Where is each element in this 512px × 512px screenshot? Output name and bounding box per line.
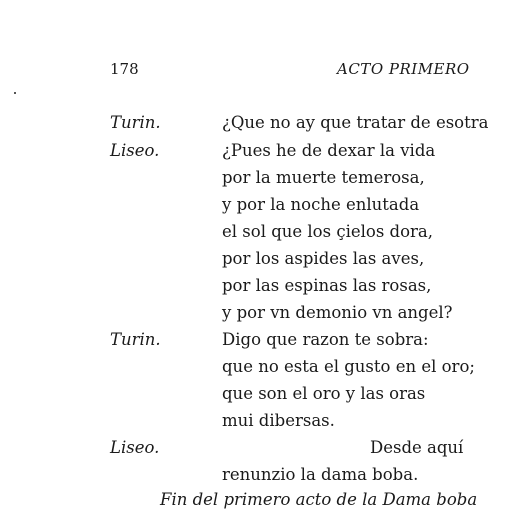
speaker-liseo: Liseo. <box>110 438 160 457</box>
verse-line: que son el oro y las oras <box>222 384 426 403</box>
margin-speck <box>14 92 16 94</box>
running-title: ACTO PRIMERO <box>337 60 470 78</box>
page-number: 178 <box>110 60 139 78</box>
verse-line: y por la noche enlutada <box>222 195 420 214</box>
verse-line: el sol que los çielos dora, <box>222 222 434 241</box>
verse-line: ¿Pues he de dexar la vida <box>222 141 436 160</box>
speaker-liseo: Liseo. <box>110 141 160 160</box>
verse-line: por los aspides las aves, <box>222 249 425 268</box>
verse-line: por las espinas las rosas, <box>222 276 432 295</box>
verse-line: Digo que razon te sobra: <box>222 330 429 349</box>
speaker-turin: Turin. <box>110 330 161 349</box>
verse-line: renunzio la dama boba. <box>222 465 419 484</box>
verse-line: Desde aquí <box>370 438 464 457</box>
verse-line: mui dibersas. <box>222 411 335 430</box>
act-closing-line: Fin del primero acto de la Dama boba <box>160 490 478 509</box>
verse-line: y por vn demonio vn angel? <box>222 303 453 322</box>
verse-line: por la muerte temerosa, <box>222 168 425 187</box>
speaker-turin: Turin. <box>110 113 161 132</box>
verse-line: ¿Que no ay que tratar de esotra <box>222 113 489 132</box>
verse-line: que no esta el gusto en el oro; <box>222 357 475 376</box>
